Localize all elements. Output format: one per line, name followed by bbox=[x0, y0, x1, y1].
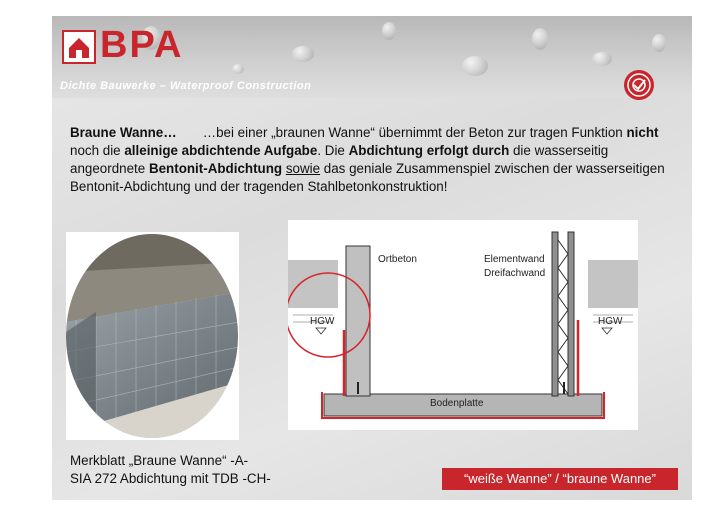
slide bbox=[52, 16, 692, 500]
house-logo-icon bbox=[62, 30, 96, 64]
tagline: Dichte Bauwerke – Waterproof Construction bbox=[60, 80, 312, 92]
header-banner bbox=[52, 16, 692, 98]
label-hgw-left: HGW bbox=[310, 316, 335, 327]
brand-logo: BPA bbox=[100, 24, 184, 66]
label-ortbeton: Ortbeton bbox=[378, 254, 417, 265]
heading-braune-wanne: Braune Wanne… bbox=[70, 125, 177, 140]
seal-icon bbox=[622, 68, 656, 102]
label-elementwand: Elementwand bbox=[484, 254, 545, 265]
caption-line-1: Merkblatt „Braune Wanne“ -A- bbox=[70, 453, 249, 468]
cross-section-diagram bbox=[288, 220, 638, 430]
label-dreifachwand: Dreifachwand bbox=[484, 268, 546, 279]
caption bbox=[70, 452, 271, 488]
caption-line-2: SIA 272 Abdichtung mit TDB -CH- bbox=[70, 471, 271, 486]
description-paragraph: Braune Wanne… …bei einer „braunen Wanne“ übernimmt der Beton zur tragen Funktion nicht noch die alleinige abdichtende Aufgabe. Die Abdichtung erfolgt durch die wasserseitig angeordnete Bentonit-Abdichtung sowie das geniale Zusammenspiel zwischen der wasserseitigen Bentonit-Abdichtung und der tragenden Stahlbetonkonstruktion! bbox=[70, 125, 665, 194]
site-photo bbox=[66, 232, 239, 440]
label-bodenplatte: Bodenplatte bbox=[430, 398, 484, 409]
label-hgw-right: HGW bbox=[598, 316, 623, 327]
tag-label: “weiße Wanne” / “braune Wanne” bbox=[442, 468, 678, 490]
